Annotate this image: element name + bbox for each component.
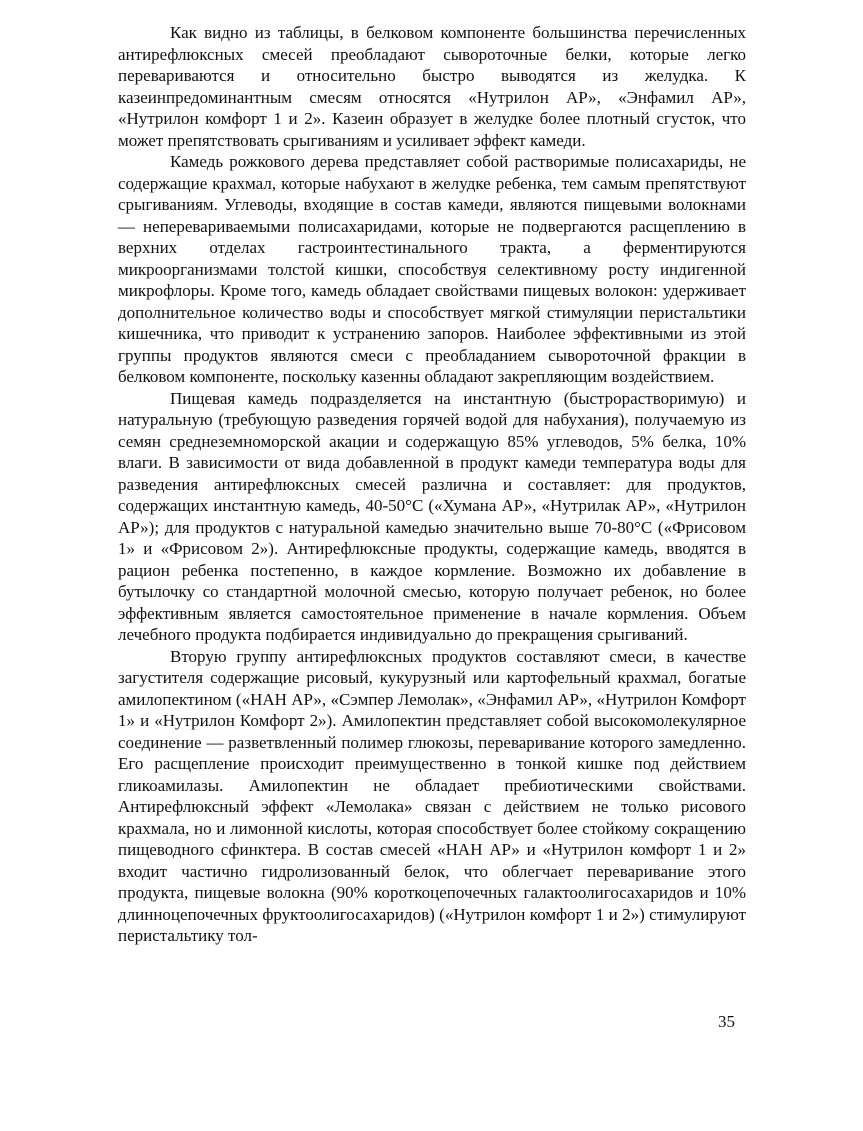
page-number: 35 bbox=[718, 1012, 735, 1031]
paragraph-whey-proteins: Как видно из таблицы, в белковом компоненте большинства перечисленных антирефлюксных смесей преобладают сывороточные белки, которые легко перевариваются и относительно быстро выводятся из желудка. К казеинпредоминантным смесям относятся «Нутрилон АР», «Энфамил АР», «Нутрилон комфорт 1 и 2». Казеин образует в желудке более плотный сгусток, что может препятствовать срыгиваниям и усиливает эффект камеди. bbox=[118, 23, 746, 150]
paragraph-food-gum-types: Пищевая камедь подразделяется на инстантную (быстрорастворимую) и натуральную (требующую разведения горячей водой для набухания), получаемую из семян среднеземноморской акации и содержащую 85% углеводов, 5% белка, 10% влаги. В зависимости от вида добавленной в продукт камеди температура воды для разведения антирефлюксных смесей различна и составляет: для продуктов, содержащих инстантную камедь, 40-50°С («Хумана АР», «Нутрилак АР», «Нутрилон АР»); для продуктов с натуральной камедью значительно выше 70-80°С («Фрисовом 1» и «Фрисовом 2»). Антирефлюксные продукты, содержащие камедь, вводятся в рацион ребенка постепенно, в каждое кормление. Возможно их добавление в бутылочку со стандартной молочной смесью, которую получает ребенок, но более эффективным является самостоятельное применение в начале кормления. Объем лечебного продукта подбирается индивидуально до прекращения срыгиваний. bbox=[118, 388, 746, 644]
page-body bbox=[118, 22, 746, 947]
paragraph-locust-bean-gum: Камедь рожкового дерева представляет собой растворимые полисахариды, не содержащие крахмал, которые набухают в желудке ребенка, тем самым препятствуют срыгиваниям. Углеводы, входящие в состав камеди, являются пищевыми волокнами — неперевариваемыми полисахаридами, которые не подвергаются расщеплению в верхних отделах гастроинтестинального тракта, а ферментируются микроорганизмами толстой кишки, способствуя селективному росту индигенной микрофлоры. Кроме того, камедь обладает свойствами пищевых волокон: удерживает дополнительное количество воды и способствует мягкой стимуляции перистальтики кишечника, что приводит к устранению запоров. Наиболее эффективными из этой группы продуктов являются смеси с преобладанием сывороточной фракции в белковом компоненте, поскольку казенны обладают закрепляющим воздействием. bbox=[118, 152, 746, 386]
paragraph-starch-products: Вторую группу антирефлюксных продуктов составляют смеси, в качестве загустителя содержащие рисовый, кукурузный или картофельный крахмал, богатые амилопектином («НАН АР», «Сэмпер Лемолак», «Энфамил АР», «Нутрилон Комфорт 1» и «Нутрилон Комфорт 2»). Амилопектин представляет собой высокомолекулярное соединение — разветвленный полимер глюкозы, переваривание которого замедленно. Его расщепление происходит преимущественно в тонкой кишке под действием гликоамилазы. Амилопектин не обладает пребиотическими свойствами. Антирефлюксный эффект «Лемолака» связан с действием не только рисового крахмала, но и лимонной кислоты, которая способствует более стойкому сокращению пищеводного сфинктера. В состав смесей «НАН АР» и «Нутрилон комфорт 1 и 2» входит частично гидролизованный белок, что облегчает переваривание этого продукта, пищевые волокна (90% короткоцепочечных галактоолигосахаридов и 10% длинноцепочечных фруктоолигосахаридов) («Нутрилон комфорт 1 и 2») стимулируют перистальтику тол- bbox=[118, 646, 746, 945]
